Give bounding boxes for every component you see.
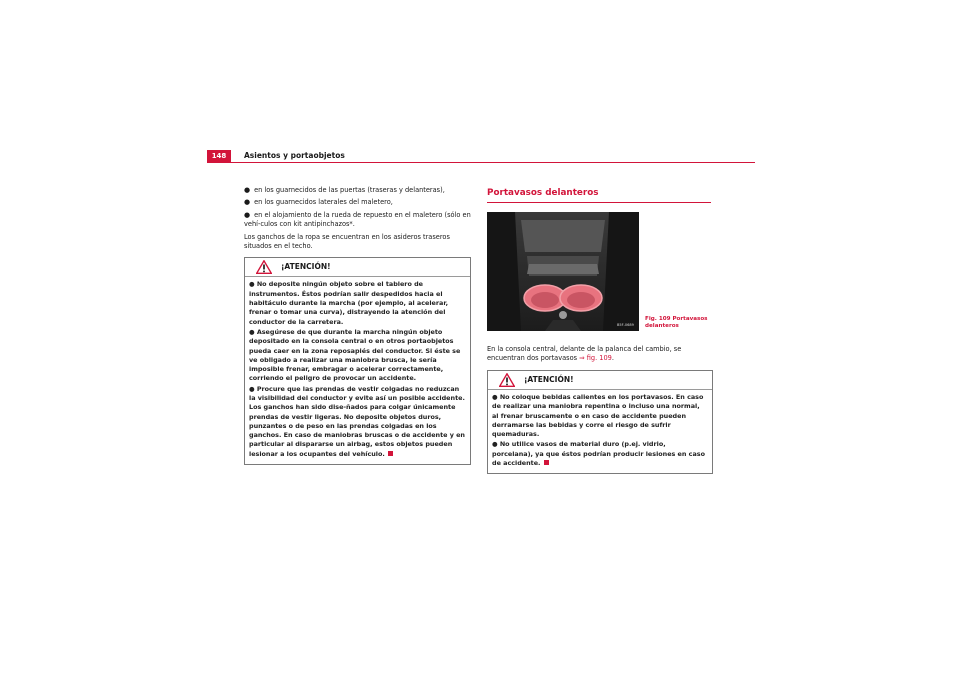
warning-header [245, 258, 470, 277]
warning-triangle-icon [256, 260, 272, 274]
cupholder-photo [487, 212, 639, 331]
bullet-item [244, 198, 471, 207]
end-of-section-icon [388, 451, 393, 456]
bullet-text: en el alojamiento de la rueda de repuesto en el maletero (sólo en vehí-culos con kit antipinchazos*. [244, 210, 471, 229]
figure-caption [645, 316, 708, 330]
warning-header [488, 371, 712, 390]
bullet-icon: ● [492, 440, 500, 449]
warning-item-text: No utilice vasos de material duro (p.ej. vidrio, porcelana), ya que éstos podrían producir lesiones en caso de accidente. [492, 440, 705, 468]
chapter-title: Asientos y portaobjetos [244, 151, 345, 160]
warning-title: ¡ATENCIÓN! [524, 375, 574, 384]
bullet-icon: ● [244, 186, 251, 194]
bullet-icon: ● [249, 327, 257, 336]
bullet-icon: ● [244, 198, 251, 207]
warning-triangle-icon [499, 373, 515, 387]
left-column [244, 186, 471, 465]
section-title: Portavasos delanteros [487, 188, 599, 198]
bullet-item [244, 186, 471, 195]
figure-caption-line: delanteros [645, 323, 679, 329]
bullet-icon: ● [492, 393, 500, 401]
cupholder-illustration [487, 212, 639, 331]
bullet-text: en los guarnecidos de las puertas (traseras y delanteras), [254, 186, 445, 194]
warning-item [249, 280, 466, 326]
warning-title: ¡ATENCIÓN! [281, 262, 331, 272]
figure-reference-link[interactable]: ⇒ fig. 109 [579, 354, 612, 363]
warning-item-text: Asegúrese de que durante la marcha ningún objeto depositado en la consola central o en otros portaobjetos pueda caer en la zona reposapiés del conductor. Si éste se ve obligado a realizar una maniobra brusca, le sería imposible frenar, embragar o acelerar correctamente, corriendo el peligro de provocar un accidente. [249, 327, 461, 383]
header-rule [207, 162, 755, 163]
right-column [487, 186, 711, 203]
bullet-icon: ● [244, 210, 251, 219]
paragraph-text: En la consola central, delante de la palanca del cambio, se encuentran dos portavasos [487, 345, 682, 363]
warning-box [487, 370, 713, 474]
warning-box [244, 257, 471, 465]
warning-body [245, 277, 470, 464]
page-number: 148 [207, 150, 231, 163]
figure-caption-line: Fig. 109 Portavasos [645, 316, 708, 322]
warning-body [488, 390, 712, 473]
paragraph-end: . [611, 354, 614, 363]
warning-item-text: No deposite ningún objeto sobre el tablero de instrumentos. Éstos podrían salir despedidos hacia el habitáculo durante la marcha (por ejemplo, al acelerar, frenar o tomar una curva), distrayendo la atención del conductor de la carretera. [249, 280, 448, 326]
bullet-icon: ● [249, 384, 257, 393]
bullet-icon: ● [249, 280, 257, 289]
figure-code: B5F-0689 [617, 323, 634, 327]
warning-item-text: Procure que las prendas de vestir colgadas no reduzcan la visibilidad del conductor y evite así un posible accidente. Los ganchos han sido dise-ñados para colgar únicamente prendas de vestir ligeras. No deposite objetos duros, punzantes o de peso en las prendas colgadas en los ganchos. En caso de maniobras bruscas o de accidente y en particular al dispararse un airbag, estos objetos pueden lesionar a los ocupantes del vehículo. [249, 384, 465, 458]
end-of-section-icon [544, 460, 549, 465]
warning-item [492, 393, 708, 439]
warning-item [249, 385, 466, 459]
warning-item [249, 328, 466, 384]
section-rule [487, 202, 711, 203]
paragraph [487, 345, 711, 364]
bullet-item [244, 211, 471, 230]
bullet-text: en los guarnecidos laterales del maletero, [254, 198, 393, 207]
warning-item [492, 440, 708, 468]
warning-item-text: No coloque bebidas calientes en los portavasos. En caso de realizar una maniobra repentina o incluso una normal, al frenar bruscamente o en caso de accidente pueden derramarse las bebidas y corre el riesgo de sufrir quemaduras. [492, 393, 704, 439]
paragraph: Los ganchos de la ropa se encuentran en los asideros traseros situados en el techo. [244, 232, 450, 251]
